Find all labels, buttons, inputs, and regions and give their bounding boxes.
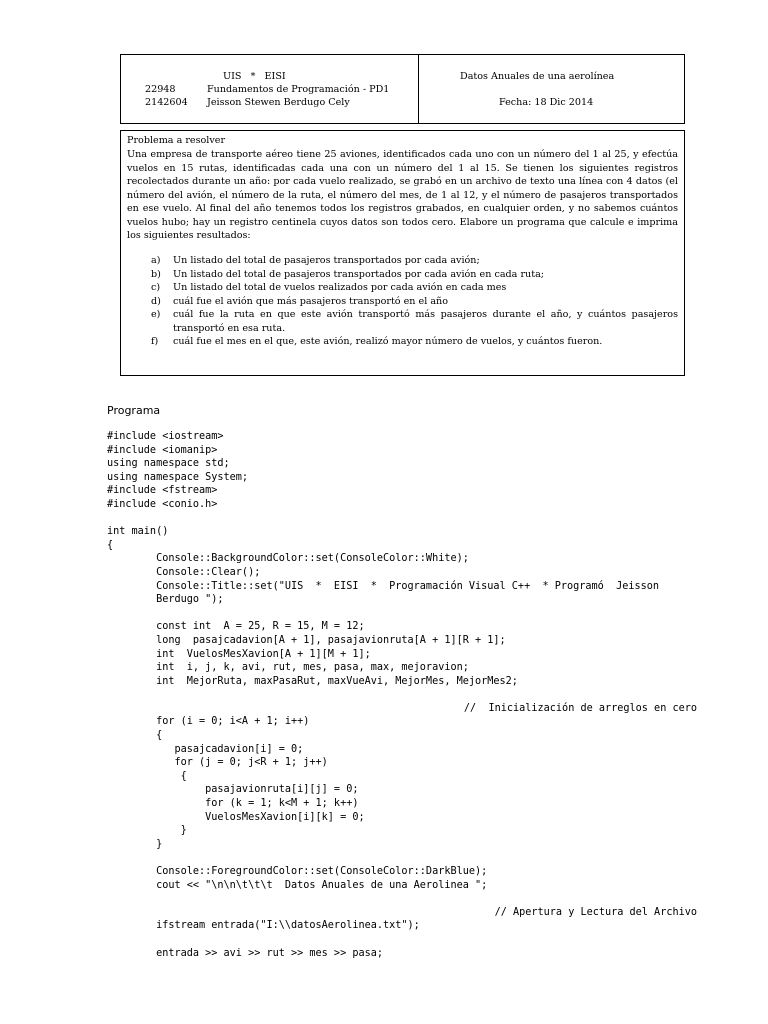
code-line — [107, 512, 697, 526]
code-line: #include <fstream> — [107, 485, 218, 497]
code-line: Console::Clear(); — [107, 566, 261, 578]
code-line: { — [107, 730, 163, 742]
problem-title: Problema a resolver — [127, 135, 226, 146]
requirement-letter: a) — [151, 255, 161, 266]
code-line: long pasajcadavion[A + 1], pasajavionruta[A + 1][R + 1]; — [107, 634, 506, 646]
requirement-item — [151, 295, 678, 309]
code-line: Console::BackgroundColor::set(ConsoleColor::White); — [107, 553, 469, 565]
requirement-item — [151, 335, 678, 349]
code-line: for (i = 0; i<A + 1; i++) — [107, 716, 310, 728]
section-title: Programa — [107, 404, 161, 417]
code-line: int MejorRuta, maxPasaRut, maxVueAvi, MejorMes, MejorMes2; — [107, 675, 518, 687]
code-listing — [107, 430, 697, 960]
requirement-text: Un listado del total de pasajeros transportados por cada avión en cada ruta; — [173, 268, 545, 280]
requirement-text: cuál fue el mes en el que, este avión, realizó mayor número de vuelos, y cuántos fueron. — [173, 336, 603, 347]
code-line — [107, 892, 697, 906]
requirement-text: Un listado del total de vuelos realizados por cada avión en cada mes — [173, 282, 507, 293]
problem-requirements-list — [151, 254, 678, 349]
code-line: using namespace std; — [107, 458, 230, 470]
code-line — [107, 933, 697, 947]
code-line: for (j = 0; j<R + 1; j++) — [107, 757, 328, 769]
header-student-code: 2142604 — [145, 97, 188, 108]
requirement-letter: e) — [151, 309, 161, 320]
header-box — [120, 54, 685, 124]
code-line: #include <conio.h> — [107, 498, 218, 510]
requirement-item — [151, 308, 678, 335]
code-line: #include <iomanip> — [107, 444, 218, 456]
code-line: pasajcadavion[i] = 0; — [107, 743, 304, 755]
code-line: } — [107, 825, 187, 837]
requirement-letter: d) — [151, 295, 161, 307]
code-line: VuelosMesXavion[i][k] = 0; — [107, 811, 365, 823]
header-course-code: 22948 — [145, 84, 176, 95]
requirement-text: Un listado del total de pasajeros transportados por cada avión; — [173, 255, 480, 266]
header-left-cell — [121, 55, 419, 123]
code-line: pasajavionruta[i][j] = 0; — [107, 784, 359, 796]
code-line — [107, 851, 697, 865]
header-date: Fecha: 18 Dic 2014 — [499, 97, 594, 108]
code-line: { — [107, 770, 187, 782]
requirement-text: cuál fue el avión que más pasajeros transportó en el año — [173, 295, 449, 307]
requirement-letter: c) — [151, 282, 161, 293]
code-line: } — [107, 838, 163, 850]
code-line: for (k = 1; k<M + 1; k++) — [107, 798, 359, 810]
code-line: ifstream entrada("I:\\datosAerolinea.txt"); — [107, 920, 420, 932]
code-line: int VuelosMesXavion[A + 1][M + 1]; — [107, 648, 371, 660]
header-student-name: Jeisson Stewen Berdugo Cely — [207, 97, 350, 108]
code-line: int i, j, k, avi, rut, mes, pasa, max, mejoravion; — [107, 662, 469, 674]
code-line: using namespace System; — [107, 471, 249, 483]
requirement-letter: b) — [151, 268, 161, 280]
requirement-letter: f) — [151, 336, 159, 347]
header-course-name: Fundamentos de Programación - PD1 — [207, 84, 390, 95]
code-line — [107, 688, 697, 702]
code-comment: // Inicialización de arreglos en cero — [463, 702, 697, 714]
code-line: entrada >> avi >> rut >> mes >> pasa; — [107, 947, 384, 959]
problem-box — [120, 130, 685, 376]
requirement-item — [151, 281, 678, 295]
requirement-item — [151, 254, 678, 268]
code-line: int main() — [107, 526, 169, 538]
code-line: Console::ForegroundColor::set(ConsoleColor::DarkBlue); — [107, 866, 488, 877]
code-line — [107, 607, 697, 621]
code-comment: // Apertura y Lectura del Archivo — [494, 906, 697, 918]
code-line: #include <iostream> — [107, 431, 224, 442]
code-line: cout << "\n\n\t\t\t Datos Anuales de una Aerolinea "; — [107, 879, 488, 891]
problem-statement: Una empresa de transporte aéreo tiene 25 aviones, identificados cada uno con un número del 1 al 25, y efectúa vuelos en 15 rutas, identificadas cada una con un número del 1 al 15. Se tienen los siguientes registros recolectados durante un año: por cada vuelo realizado, se grabó en un archivo de texto una línea con 4 datos (el número del avión, el número de la ruta, el número del mes, de 1 al 12, y el número de pasajeros transportados en ese vuelo. Al final del año tenemos todos los registros grabados, en cualquier orden, y no sabemos cuántos vuelos hubo; hay un registro centinela cuyos datos son todos cero. Elabore un programa que calcule e imprima los siguientes resultados: — [127, 149, 678, 241]
header-institution: UIS * EISI — [223, 71, 286, 82]
requirement-item — [151, 268, 678, 282]
code-line: { — [107, 539, 114, 551]
code-line: const int A = 25, R = 15, M = 12; — [107, 621, 365, 633]
requirement-text: cuál fue la ruta en que este avión transportó más pasajeros durante el año, y cuántos pasajeros transportó en esa ruta. — [173, 309, 678, 334]
code-line: Console::Title::set("UIS * EISI * Programación Visual C++ * Programó Jeisson — [107, 580, 660, 592]
header-document-title: Datos Anuales de una aerolínea — [460, 71, 615, 82]
code-line: Berdugo "); — [107, 594, 224, 606]
